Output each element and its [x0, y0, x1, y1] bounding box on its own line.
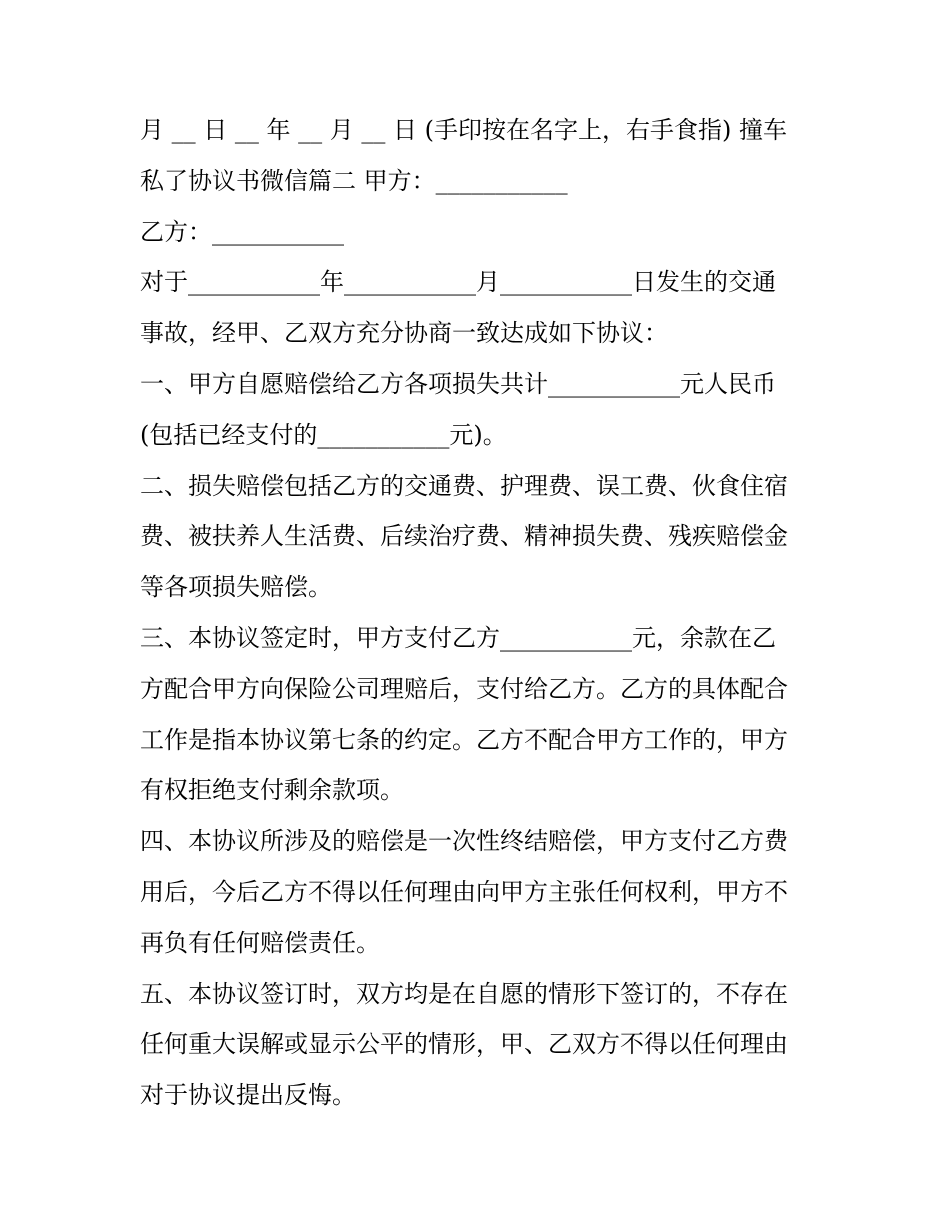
text-line: 再负有任何赔偿责任。 [140, 928, 380, 957]
text-line: (包括已经支付的___________元)。 [140, 420, 507, 449]
text-line: 五、本协议签订时，双方均是在自愿的情形下签订的，不存在 [140, 979, 788, 1008]
text-line: 任何重大误解或显示公平的情形，甲、乙双方不得以任何理由 [140, 1030, 788, 1059]
text-line: 月 __ 日 __ 年 __ 月 __ 日 (手印按在名字上，右手食指) 撞车 [140, 116, 788, 144]
text-line: 用后，今后乙方不得以任何理由向甲方主张任何权利，甲方不 [140, 877, 788, 906]
text-line: 对于协议提出反悔。 [140, 1081, 356, 1110]
text-line: 等各项损失赔偿。 [140, 573, 332, 602]
text-line: 四、本协议所涉及的赔偿是一次性终结赔偿，甲方支付乙方费 [140, 827, 788, 856]
text-line: 事故，经甲、乙双方充分协商一致达成如下协议： [140, 319, 668, 348]
text-line: 乙方：___________ [140, 217, 344, 246]
text-line: 二、损失赔偿包括乙方的交通费、护理费、误工费、伙食住宿 [140, 471, 788, 500]
text-line: 一、甲方自愿赔偿给乙方各项损失共计___________元人民币 [140, 369, 776, 398]
text-line: 私了协议书微信篇二 甲方：___________ [140, 166, 568, 195]
text-line: 三、本协议签定时，甲方支付乙方___________元，余款在乙 [140, 623, 776, 652]
text-line: 有权拒绝支付剩余款项。 [140, 776, 404, 805]
text-line: 方配合甲方向保险公司理赔后，支付给乙方。乙方的具体配合 [140, 674, 788, 703]
text-line: 工作是指本协议第七条的约定。乙方不配合甲方工作的，甲方 [140, 725, 788, 754]
text-line: 对于___________年___________月___________日发生的交通 [140, 268, 776, 297]
text-line: 费、被扶养人生活费、后续治疗费、精神损失费、残疾赔偿金 [140, 522, 788, 551]
agreement-text [140, 105, 820, 1121]
